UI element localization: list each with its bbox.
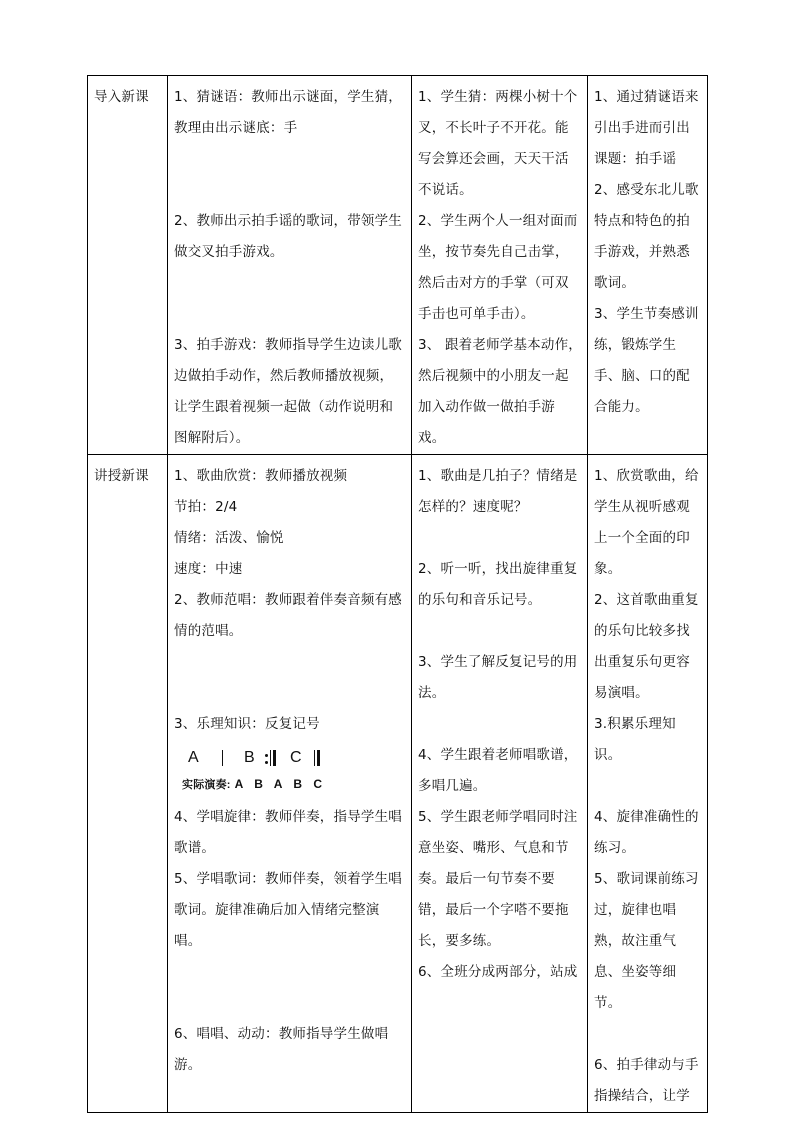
tempo-info: 速度：中速 (174, 561, 243, 577)
teacher-activity-cell (168, 76, 412, 455)
teacher-move: 6、唱唱、动动：教师指导学生做唱游。 (174, 1026, 389, 1073)
student-step-3: 3、 跟着老师学基本动作，然后视频中的小朋友一起加入动作做一做拍手游戏。 (418, 337, 582, 446)
teacher-demo: 2、教师范唱：教师跟着伴奏音频有感情的范唱。 (174, 592, 402, 639)
teacher-step-3: 3、拍手游戏：教师指导学生边读儿歌边做拍手动作，然后教师播放视频，让学生跟着视频一起做（动作说明和图解附后）。 (174, 337, 402, 446)
purpose-step-1: 1、欣赏歌曲，给学生从视听感观上一个全面的印象。 (594, 468, 699, 577)
purpose-step-2: 2、这首歌曲重复的乐句比较多找出重复乐句更容易演唱。 (594, 592, 699, 701)
student-step-1: 1、学生猜：两棵小树十个叉，不长叶子不开花。能写会算还会画，天天干活不说话。 (418, 89, 578, 198)
purpose-step-4: 4、旋律准确性的练习。 (594, 809, 699, 856)
purpose-step-3: 3、学生节奏感训练，锻炼学生手、脑、口的配合能力。 (594, 306, 699, 415)
design-purpose-cell (588, 76, 708, 455)
section-letter-b: B (244, 749, 255, 766)
table-row-intro (88, 76, 708, 455)
teacher-step-1: 1、猜谜语：教师出示谜面，学生猜，教理由出示谜底：手 (174, 89, 402, 136)
student-step-2: 2、听一听，找出旋律重复的乐句和音乐记号。 (418, 561, 578, 608)
student-activity-cell (412, 76, 588, 455)
section-letter-a: A (188, 749, 199, 766)
student-step-6: 6、全班分成两部分，站成 (418, 964, 578, 980)
mood-info: 情绪：活泼、愉悦 (174, 530, 284, 546)
teacher-melody: 4、学唱旋律：教师伴奏，指导学生唱歌谱。 (174, 809, 402, 856)
student-step-4: 4、学生跟着老师唱歌谱，多唱几遍。 (418, 747, 578, 794)
teacher-activity-cell (168, 455, 412, 1113)
design-purpose-cell (588, 455, 708, 1113)
actual-performance-label: 实际演奏: (182, 779, 231, 791)
repeat-barline-thick (273, 750, 276, 766)
barline (222, 750, 223, 766)
beat-info: 节拍：2/4 (174, 499, 238, 515)
repeat-dot-lower (265, 761, 268, 764)
purpose-step-6: 6、拍手律动与手指操结合，让学 (594, 1057, 699, 1104)
student-activity-cell (412, 455, 588, 1113)
student-step-1: 1、歌曲是几拍子？情绪是怎样的？速度呢？ (418, 468, 578, 515)
purpose-step-2: 2、感受东北儿歌特点和特色的拍手游戏，并熟悉歌词。 (594, 182, 699, 291)
repeat-dot-upper (265, 754, 268, 757)
repeat-barline-thin (270, 750, 271, 766)
music-theory-title: 3、乐理知识：反复记号 (174, 716, 320, 732)
student-step-5: 5、学生跟老师学唱同时注意坐姿、嘴形、气息和节奏。最后一句节奏不要错，最后一个字嗒不要拖长，要多练。 (418, 809, 578, 949)
actual-performance-sequence: A B A B C (234, 777, 327, 791)
teacher-step-2: 2、教师出示拍手谣的歌词，带领学生做交叉拍手游戏。 (174, 213, 402, 260)
purpose-step-1: 1、通过猜谜语来引出手进而引出课题：拍手谣 (594, 89, 699, 167)
section-label: 导入新课 (94, 89, 149, 105)
purpose-step-5: 5、歌词课前练习过，旋律也唱熟，故注重气息、坐姿等细节。 (594, 871, 699, 1011)
purpose-step-3: 3.积累乐理知识。 (594, 716, 676, 763)
actual-performance-row (182, 776, 326, 793)
table-row-new-lesson (88, 455, 708, 1113)
lesson-plan-table (87, 75, 708, 1113)
section-label-cell (88, 76, 168, 455)
final-barline-thin (314, 750, 315, 766)
section-label-cell (88, 455, 168, 1113)
student-step-3: 3、学生了解反复记号的用法。 (418, 654, 578, 701)
appreciation-title: 1、歌曲欣赏：教师播放视频 (174, 468, 348, 484)
final-barline-thick (317, 750, 320, 766)
teacher-lyrics: 5、学唱歌词：教师伴奏，领着学生唱歌词。旋律准确后加入情绪完整演唱。 (174, 871, 402, 949)
section-letter-c: C (290, 749, 302, 766)
student-step-2: 2、学生两个人一组对面而坐，按节奏先自己击掌，然后击对方的手掌（可双手击也可单手击）。 (418, 213, 578, 322)
repeat-sign-figure (174, 740, 406, 802)
section-label: 讲授新课 (94, 468, 149, 484)
